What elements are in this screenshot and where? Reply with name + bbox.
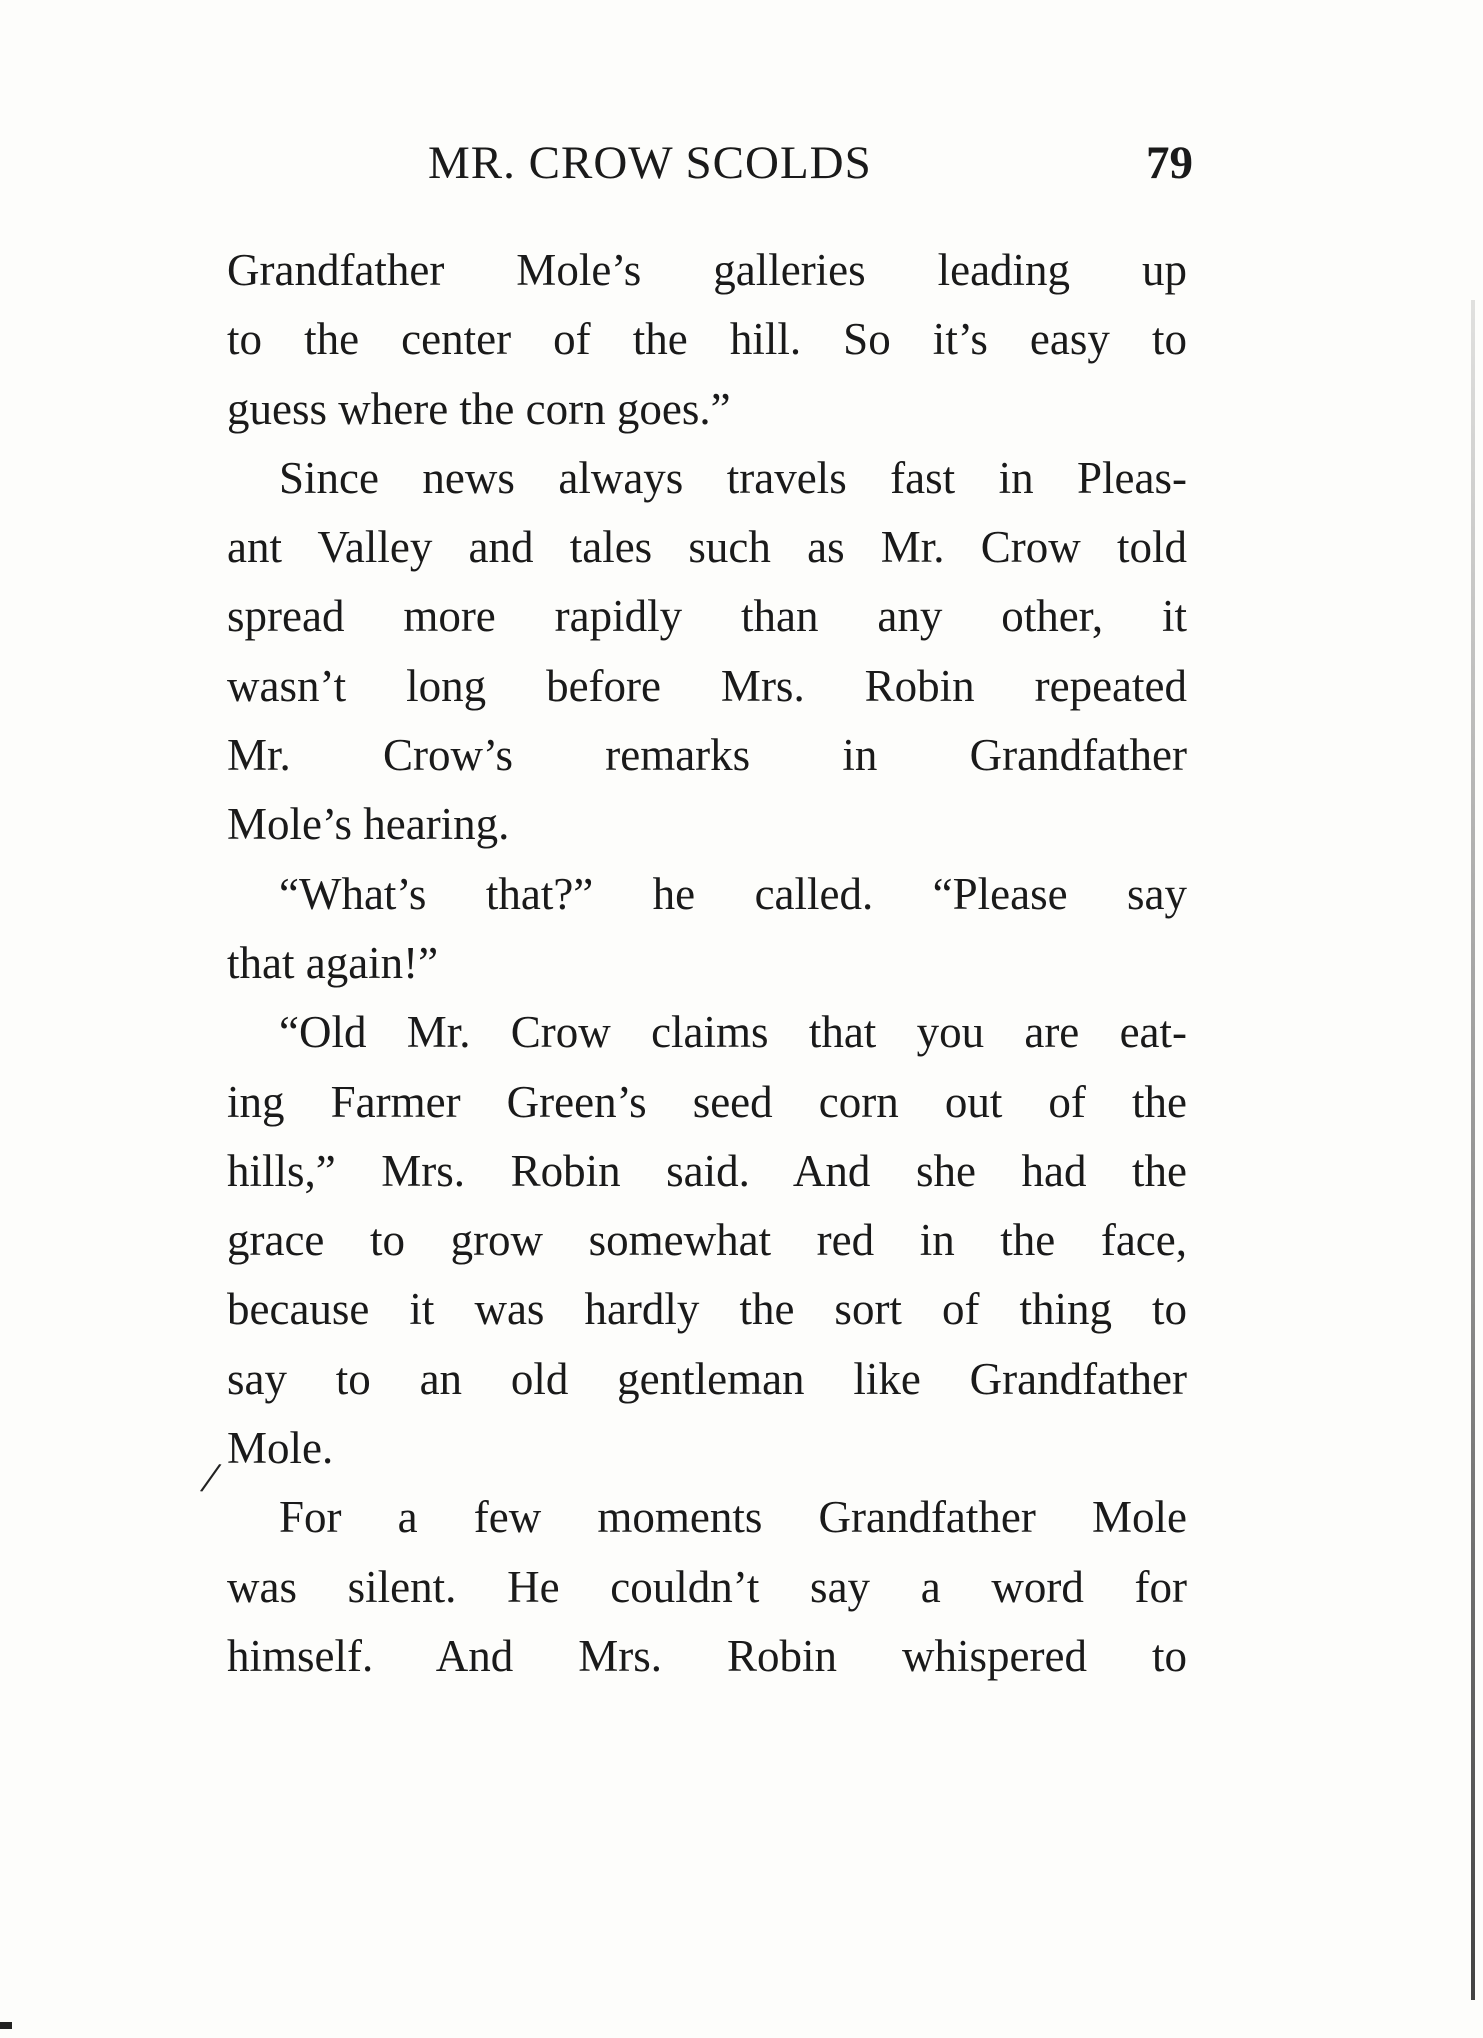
text-line-8: Mr. Crow’s remarks in Grandfather xyxy=(227,730,1187,781)
text-line-13: ing Farmer Green’s seed corn out of the xyxy=(227,1076,1187,1127)
text-line-15: grace to grow somewhat red in the face, xyxy=(227,1215,1187,1266)
page-gutter-shadow xyxy=(1471,300,1475,2000)
text-line-1: Grandfather Mole’s galleries leading up xyxy=(227,245,1187,295)
body-text xyxy=(227,236,1187,1691)
text-line-6: spread more rapidly than any other, it xyxy=(227,591,1187,642)
page-number: 79 xyxy=(1146,137,1193,189)
text-line-11: that again!” xyxy=(227,937,439,988)
text-line-14: hills,” Mrs. Robin said. And she had the xyxy=(227,1145,1187,1196)
text-line-4: Since news always travels fast in Pleas- xyxy=(279,452,1187,503)
text-line-16: because it was hardly the sort of thing to xyxy=(227,1284,1187,1335)
text-line-18: Mole. xyxy=(227,1423,334,1474)
text-line-21: himself. And Mrs. Robin whispered to xyxy=(227,1630,1187,1681)
text-line-17: say to an old gentleman like Grandfather xyxy=(227,1353,1187,1404)
running-head xyxy=(428,136,1193,196)
text-line-9: Mole’s hearing. xyxy=(227,799,510,850)
text-line-10: “What’s that?” he called. “Please say xyxy=(279,868,1187,919)
text-line-2: to the center of the hill. So it’s easy to xyxy=(227,314,1187,365)
text-line-3: guess where the corn goes.” xyxy=(227,383,731,434)
text-line-19: For a few moments Grandfather Mole xyxy=(279,1492,1187,1543)
text-line-7: wasn’t long before Mrs. Robin repeated xyxy=(227,660,1187,711)
running-title: MR. CROW SCOLDS xyxy=(428,137,872,189)
text-line-20: was silent. He couldn’t say a word for xyxy=(227,1561,1187,1612)
text-line-5: ant Valley and tales such as Mr. Crow told xyxy=(227,522,1187,573)
margin-pencil-mark: / xyxy=(200,1452,220,1503)
scan-speck xyxy=(0,2022,12,2029)
text-line-12: “Old Mr. Crow claims that you are eat- xyxy=(279,1007,1187,1058)
